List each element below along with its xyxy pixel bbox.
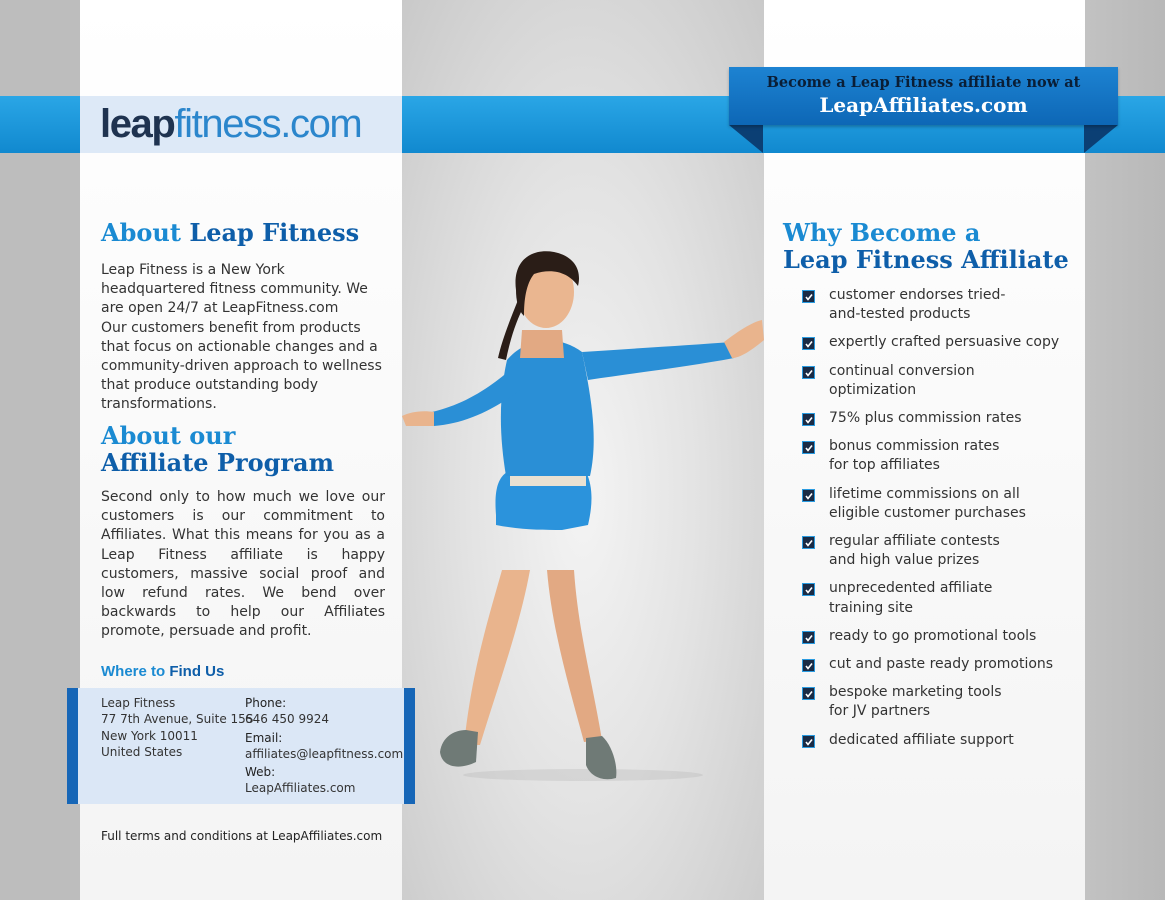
checkbox-icon (802, 735, 815, 748)
list-item-text: customer endorses tried- and-tested products (829, 287, 1006, 323)
list-item-text: bonus commission rates for top affiliates (829, 438, 1000, 474)
ribbon-tail-right (1084, 125, 1118, 153)
list-item (802, 532, 1072, 570)
checkbox-icon (802, 441, 815, 454)
checkbox-icon (802, 413, 815, 426)
logo-leap: leap (100, 102, 175, 146)
checkbox-icon (802, 290, 815, 303)
address-line: United States (101, 744, 183, 759)
address-line: 77 7th Avenue, Suite 15S (101, 712, 254, 727)
list-item (802, 437, 1072, 475)
about-title (101, 218, 359, 247)
find-title-part2: Find Us (169, 663, 225, 680)
about-title-part2: Leap Fitness (189, 218, 360, 247)
logo-fitness: fitness.com (174, 102, 362, 146)
list-item-text: 75% plus commission rates (829, 410, 1022, 427)
contact-bar-left (67, 688, 78, 804)
web-label: Web: (245, 765, 276, 780)
program-title-line1: About our (101, 421, 236, 450)
ribbon-link[interactable]: LeapAffiliates.com (819, 93, 1028, 117)
ribbon-line-1: Become a Leap Fitness affiliate now at (766, 74, 1081, 91)
benefits-list (802, 286, 1072, 759)
program-title (101, 422, 334, 476)
list-item (802, 362, 1072, 400)
about-paragraph-1: Leap Fitness is a New York headquartered fitness community. We are open 24/7 at LeapFitness.com (101, 262, 368, 317)
checkbox-icon (802, 583, 815, 596)
email-label: Email: (245, 730, 283, 745)
ribbon-tail-left (729, 125, 763, 153)
program-title-line2: Affiliate Program (101, 448, 335, 477)
checkbox-icon (802, 536, 815, 549)
find-title-part1: Where to (101, 663, 170, 680)
affiliate-ribbon (729, 67, 1118, 125)
logo (100, 98, 361, 150)
list-item (802, 485, 1072, 523)
checkbox-icon (802, 337, 815, 350)
about-title-part1: About (101, 218, 190, 247)
phone-value[interactable]: 646 450 9924 (245, 712, 329, 727)
address-block (101, 695, 253, 760)
why-title-line1: Why Become a (783, 218, 981, 247)
checkbox-icon (802, 659, 815, 672)
list-item (802, 579, 1072, 617)
email-value[interactable]: affiliates@leapfitness.com (245, 746, 404, 761)
list-item (802, 655, 1072, 674)
web-value[interactable]: LeapAffiliates.com (245, 781, 356, 796)
list-item-text: ready to go promotional tools (829, 627, 1037, 644)
list-item (802, 627, 1072, 646)
list-item-text: expertly crafted persuasive copy (829, 334, 1060, 351)
address-line: New York 10011 (101, 728, 198, 743)
contact-details (245, 695, 403, 797)
list-item-text: lifetime commissions on all eligible customer purchases (829, 485, 1026, 521)
about-text (101, 261, 385, 415)
why-title (783, 219, 1069, 273)
checkbox-icon (802, 687, 815, 700)
find-us-title (101, 663, 224, 680)
terms-text: Full terms and conditions at LeapAffiliates.com (101, 829, 383, 843)
checkbox-icon (802, 489, 815, 502)
woman-stretching-figure (402, 240, 764, 785)
contact-box (67, 688, 415, 804)
phone-label: Phone: (245, 696, 287, 710)
address-line: Leap Fitness (101, 696, 176, 710)
list-item-text: continual conversion optimization (829, 362, 975, 398)
list-item-text: dedicated affiliate support (829, 731, 1014, 748)
list-item-text: regular affiliate contests and high value prizes (829, 533, 1000, 569)
list-item (802, 286, 1072, 324)
list-item (802, 333, 1072, 352)
about-paragraph-2: Our customers benefit from products that focus on actionable changes and a community-driven approach to wellness that produce outstanding body transformations. (101, 319, 382, 413)
list-item (802, 409, 1072, 428)
list-item-text: cut and paste ready promotions (829, 656, 1054, 673)
list-item-text: bespoke marketing tools for JV partners (829, 684, 1002, 720)
checkbox-icon (802, 631, 815, 644)
checkbox-icon (802, 366, 815, 379)
list-item (802, 683, 1072, 721)
list-item (802, 731, 1072, 750)
program-text: Second only to how much we love our customers is our commitment to Affiliates. What this means for you as a Leap Fitness affiliate is happy customers, massive social proof and low refund rates. We bend over backwards to help our Affiliates promote, persuade and profit. (101, 489, 385, 640)
why-title-line2: Leap Fitness Affiliate (783, 245, 1069, 274)
list-item-text: unprecedented affiliate training site (829, 580, 993, 616)
